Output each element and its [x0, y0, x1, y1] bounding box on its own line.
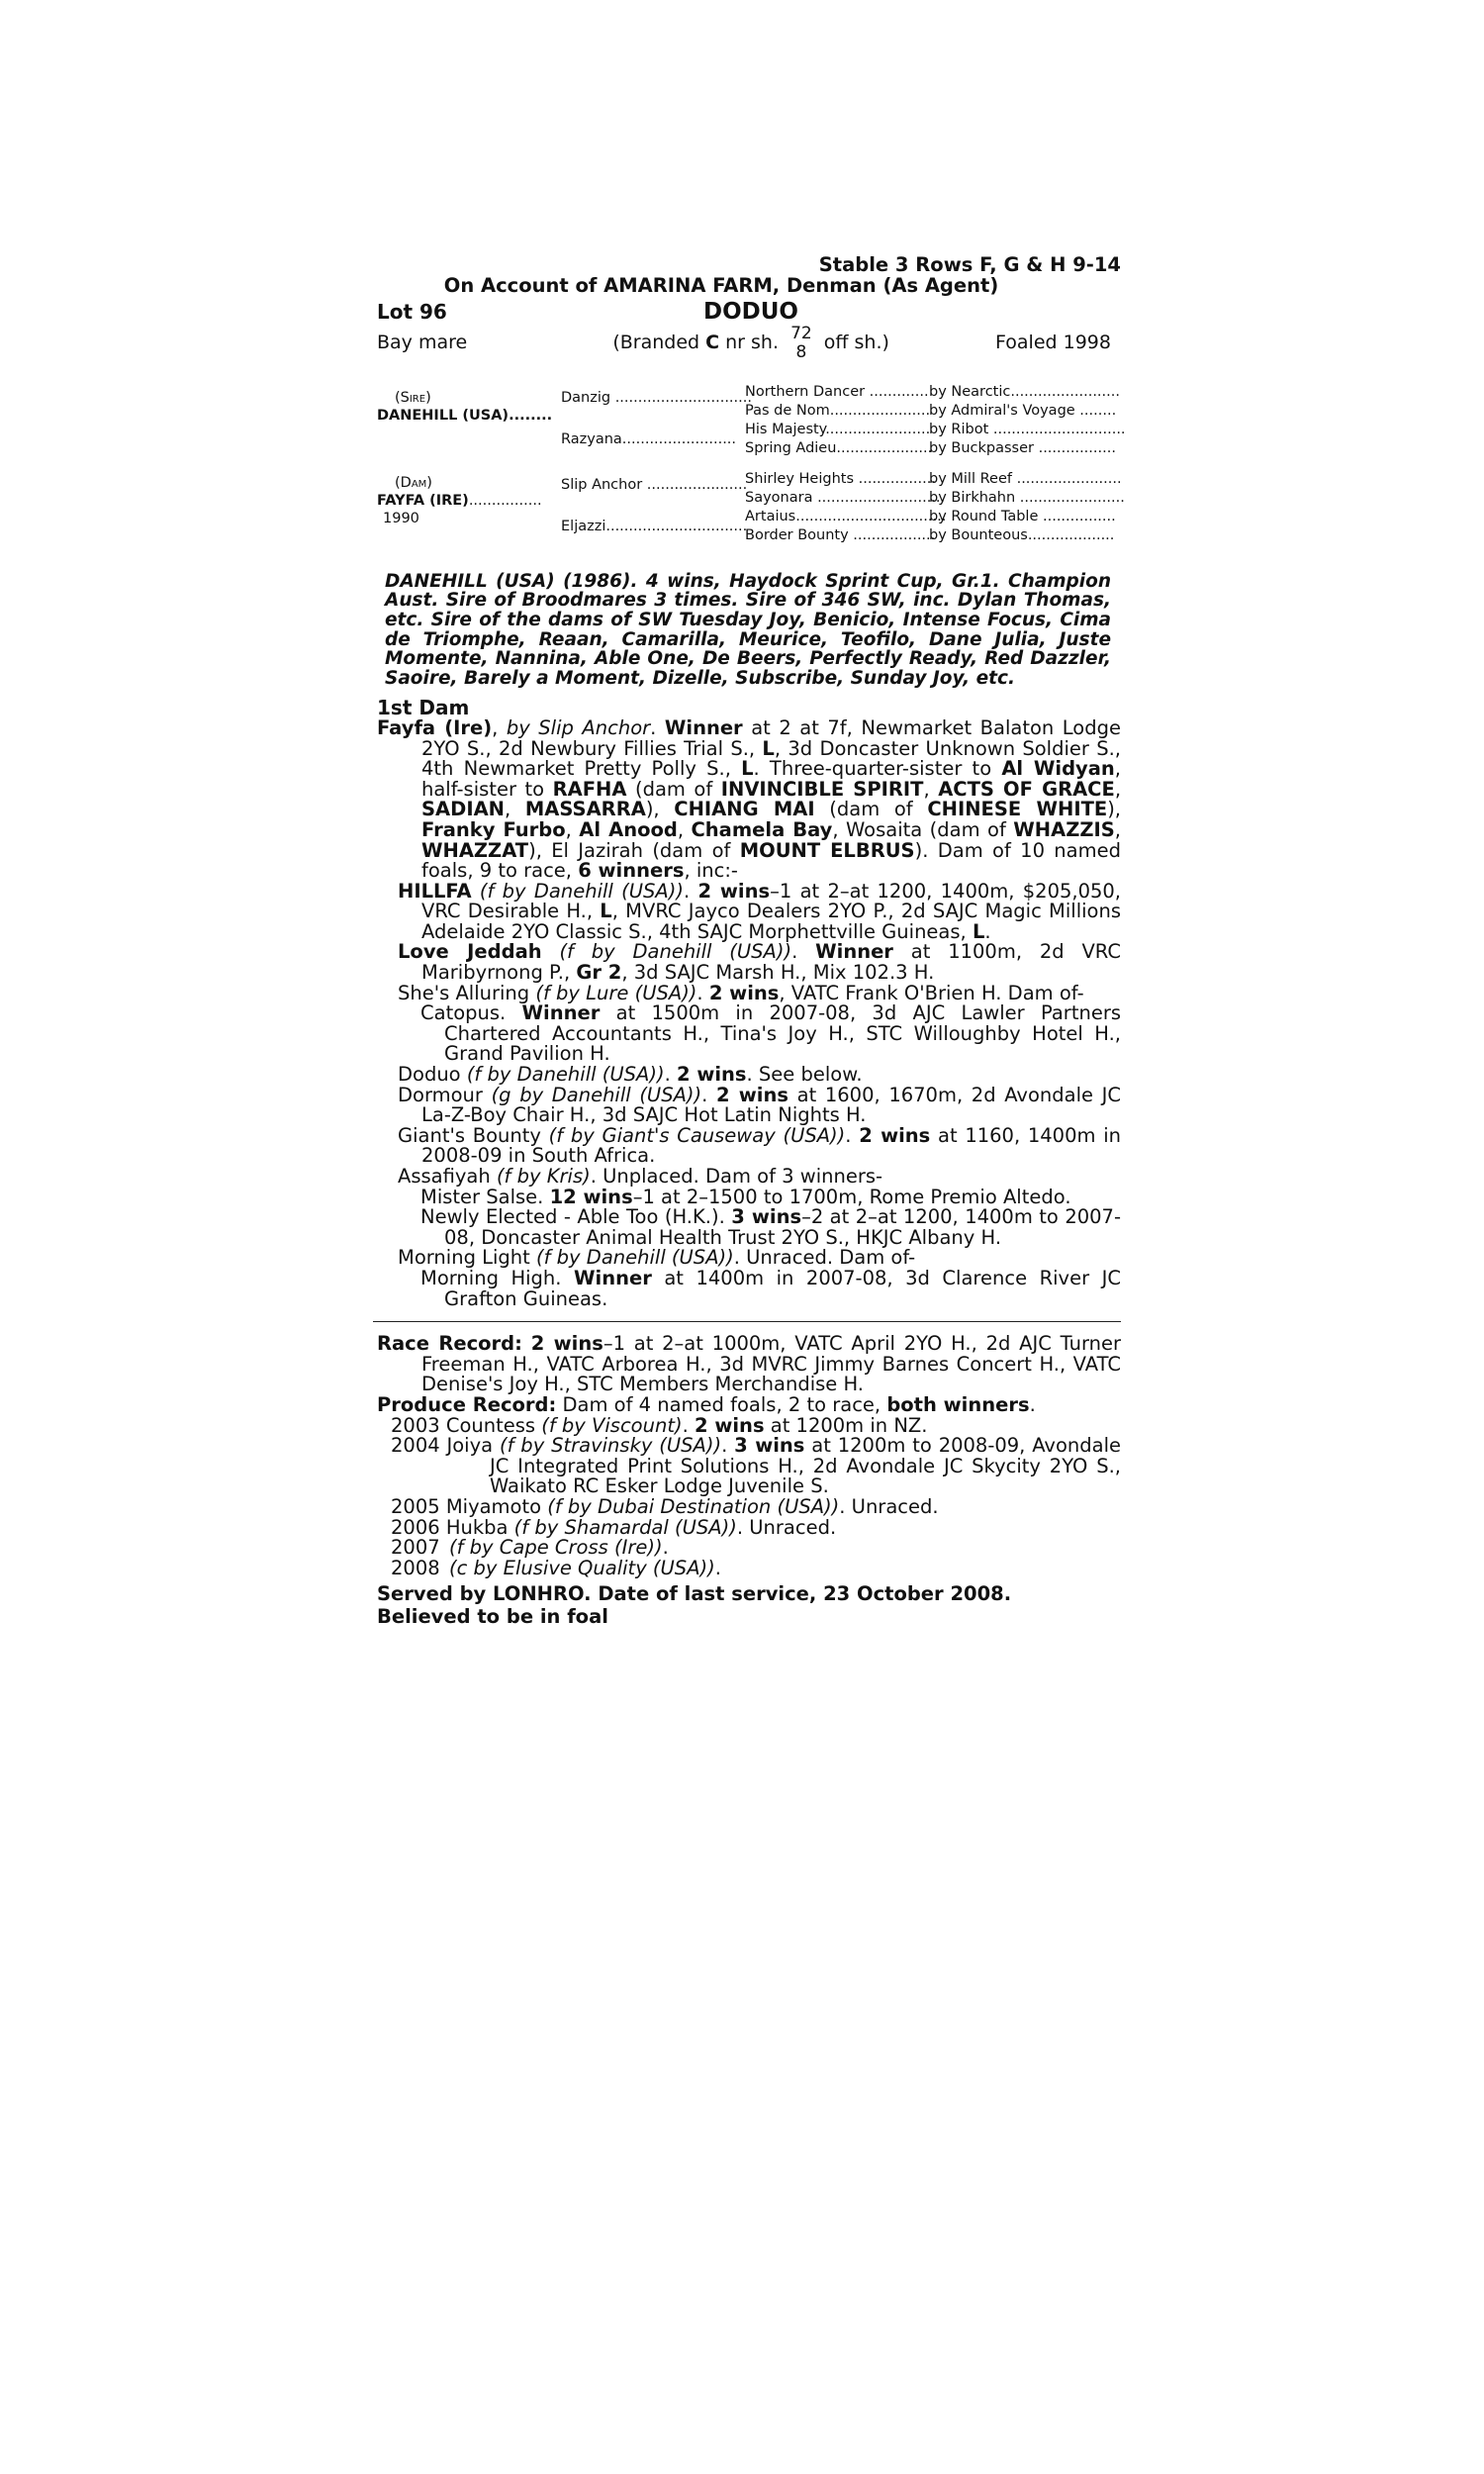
- foal-giants-bounty: Giant's Bounty (f by Giant's Causeway (USA)). 2 wins at 1160, 1400m in 2008-09 in South Africa.: [398, 1123, 1121, 1168]
- foal-dormour: Dormour (g by Danehill (USA)). 2 wins at 1600, 1670m, 2d Avondale JC La-Z-Boy Chair H., 3d SAJC Hot Latin Nights H.: [398, 1083, 1121, 1127]
- produce-2005: 2005 Miyamoto (f by Dubai Destination (USA)). Unraced.: [391, 1494, 939, 1518]
- stable-location: Stable 3 Rows F, G & H 9-14: [818, 253, 1121, 276]
- grandfoal-catopus: Catopus. Winner at 1500m in 2007-08, 3d AJC Lawler Partners Chartered Accountants H., Tina's Joy H., STC Willoughby Hotel H., Grand Pavilion H.: [420, 1001, 1122, 1066]
- dam-label: (Dam): [395, 474, 432, 491]
- grandfoal-mister-salse: Mister Salse. 12 wins–1 at 2–1500 to 1700m, Rome Premio Altedo.: [420, 1185, 1071, 1208]
- vendor-account: On Account of AMARINA FARM, Denman (As Agent): [443, 273, 999, 297]
- pedigree-g4-4: by Buckpasser .................: [929, 439, 1116, 456]
- produce-record: Produce Record: Dam of 4 named foals, 2 to race, both winners.: [377, 1392, 1036, 1416]
- produce-2008: 2008 (c by Elusive Quality (USA)).: [391, 1556, 721, 1579]
- brand-number: 72 8: [790, 323, 812, 362]
- pedigree-g4-7: by Round Table ................: [929, 508, 1116, 524]
- foal-doduo: Doduo (f by Danehill (USA)). 2 wins. See below.: [398, 1063, 863, 1087]
- pedigree-g3-6: Sayonara ............................: [745, 489, 946, 506]
- pedigree-g2-4: Eljazzi...............................: [561, 518, 748, 534]
- foal-love-jeddah: Love Jeddah (f by Danehill (USA)). Winner at 1100m, 2d VRC Maribyrnong P., Gr 2, 3d SAJC Marsh H., Mix 102.3 H.: [398, 940, 1121, 985]
- pedigree-g3-3: His Majesty.......................: [745, 421, 931, 437]
- pedigree-g3-1: Northern Dancer .............: [745, 383, 929, 400]
- pedigree-g4-3: by Ribot .............................: [929, 421, 1126, 437]
- sire-label: (Sire): [395, 389, 431, 406]
- produce-2006: 2006 Hukba (f by Shamardal (USA)). Unraced.: [391, 1515, 837, 1539]
- grandfoal-newly-elected: Newly Elected - Able Too (H.K.). 3 wins–2 at 2–at 1200, 1400m to 2007-08, Doncaster Animal Health Trust 2YO S., HKJC Albany H.: [420, 1205, 1121, 1249]
- foal-status: Believed to be in foal: [377, 1604, 608, 1628]
- pedigree-g4-8: by Bounteous...................: [929, 526, 1115, 543]
- pedigree-g2-3: Slip Anchor ......................: [561, 476, 748, 493]
- pedigree-g4-2: by Admiral's Voyage ........: [929, 402, 1117, 419]
- pedigree-g4-1: by Nearctic........................: [929, 383, 1120, 400]
- catalogue-page: [377, 253, 1126, 1628]
- foal-assafiyah: Assafiyah (f by Kris). Unplaced. Dam of 3 winners-: [398, 1165, 883, 1188]
- pedigree-table: [377, 377, 1126, 553]
- first-dam-fayfa: Fayfa (Ire), by Slip Anchor. Winner at 2 at 7f, Newmarket Balaton Lodge 2YO S., 2d Newbury Fillies Trial S., L, 3d Doncaster Unknown Soldier S., 4th Newmarket Pretty Polly S., L. Three-quarter-sister to Al Widyan, half-sister to RAFHA (dam of INVINCIBLE SPIRIT, ACTS OF GRACE, SADIAN, MASSARRA), CHIANG MAI (dam of CHINESE WHITE), Franky Furbo, Al Anood, Chamela Bay, Wosaita (dam of WHAZZIS, WHAZZAT), El Jazirah (dam of MOUNT ELBRUS). Dam of 10 named foals, 9 to race, 6 winners, inc:-: [377, 715, 1122, 883]
- produce-2003: 2003 Countess (f by Viscount). 2 wins at 1200m in NZ.: [391, 1413, 928, 1437]
- foal-morning-light: Morning Light (f by Danehill (USA)). Unraced. Dam of-: [398, 1246, 916, 1270]
- foal-shes-alluring: She's Alluring (f by Lure (USA)). 2 wins, VATC Frank O'Brien H. Dam of-: [398, 981, 1084, 1004]
- pedigree-g4-5: by Mill Reef .......................: [929, 470, 1122, 487]
- sire-name: DANEHILL (USA)........: [377, 407, 553, 424]
- produce-2007: 2007 (f by Cape Cross (Ire)).: [391, 1536, 669, 1560]
- pedigree-g2-1: Danzig ..............................: [561, 389, 752, 406]
- service-note: Served by LONHRO. Date of last service, 23 October 2008.: [377, 1582, 1012, 1606]
- produce-2004: 2004 Joiya (f by Stravinsky (USA)). 3 wins at 1200m to 2008-09, Avondale JC Integrated Print Solutions H., 2d Avondale JC Skycity 2YO S., Waikato RC Esker Lodge Juvenile S.: [391, 1434, 1122, 1498]
- brand-info: (Branded C nr sh. 72 8 off sh.): [612, 323, 889, 362]
- grandfoal-morning-high: Morning High. Winner at 1400m in 2007-08, 3d Clarence River JC Grafton Guineas.: [420, 1266, 1122, 1310]
- sire-notes: DANEHILL (USA) (1986). 4 wins, Haydock Sprint Cup, Gr.1. Champion Aust. Sire of Broodmares 3 times. Sire of 346 SW, inc. Dylan Thomas, etc. Sire of the dams of SW Tuesday Joy, Benicio, Intense Focus, Cima de Triomphe, Reaan, Camarilla, Meurice, Teofilo, Dane Julia, Juste Momente, Nannina, Able One, De Beers, Perfectly Ready, Red Dazzler, Saoire, Barely a Moment, Dizelle, Subscribe, Sunday Joy, etc.: [385, 570, 1111, 689]
- pedigree-g4-6: by Birkhahn .......................: [929, 489, 1125, 506]
- first-dam-heading: 1st Dam: [377, 696, 470, 720]
- dam-foaled: 1990: [383, 510, 419, 526]
- pedigree-g3-2: Pas de Nom......................: [745, 402, 931, 419]
- foal-hillfa: HILLFA (f by Danehill (USA)). 2 wins–1 at 2–at 1200, 1400m, $205,050, VRC Desirable H., L, MVRC Jayco Dealers 2YO P., 2d SAJC Magic Millions Adelaide 2YO Classic S., 4th SAJC Morphettville Guineas, L.: [398, 879, 1121, 943]
- lot-number: Lot 96: [377, 300, 447, 325]
- race-record: Race Record: 2 wins–1 at 2–at 1000m, VATC April 2YO H., 2d AJC Turner Freeman H., VATC Arborea H., 3d MVRC Jimmy Barnes Concert H., VATC Denise's Joy H., STC Members Merchandise H.: [377, 1332, 1121, 1396]
- pedigree-g3-5: Shirley Heights .................: [745, 470, 936, 487]
- horse-colour: Bay mare: [377, 331, 468, 353]
- pedigree-g3-4: Spring Adieu.....................: [745, 439, 933, 456]
- pedigree-g3-8: Border Bounty ..................: [745, 526, 936, 543]
- pedigree-g2-2: Razyana.........................: [561, 430, 737, 447]
- foaled-year: Foaled 1998: [995, 331, 1111, 353]
- horse-name: DODUO: [703, 299, 798, 326]
- section-divider: [373, 1321, 1121, 1322]
- pedigree-g3-7: Artaius.................................: [745, 508, 947, 524]
- dam-name: FAYFA (IRE)................: [377, 492, 542, 509]
